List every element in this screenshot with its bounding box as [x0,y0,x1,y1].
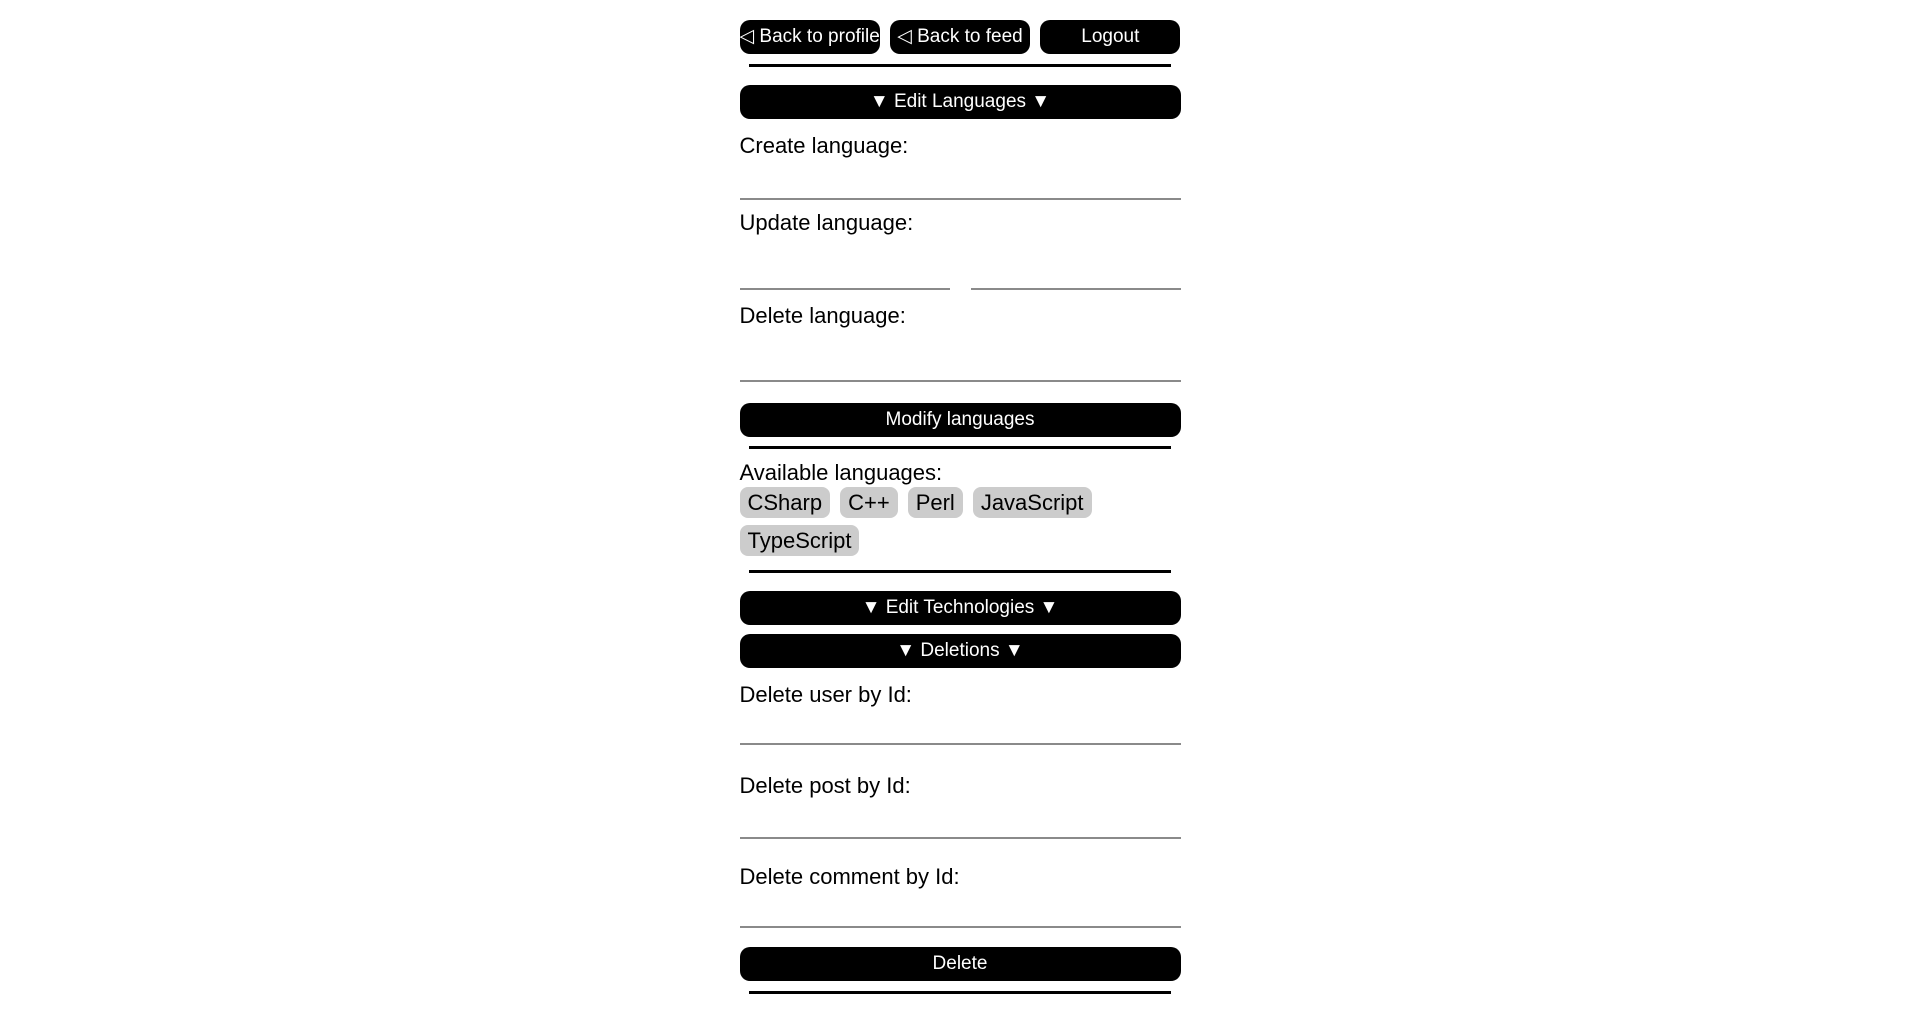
update-language-old-input[interactable] [740,235,950,290]
admin-panel [740,0,1181,994]
delete-user-label: Delete user by Id: [739,682,912,707]
top-button-row [740,20,1181,54]
delete-comment-label: Delete comment by Id: [739,864,960,889]
language-tag: CSharp [740,487,831,518]
back-to-profile-button[interactable]: ◁ Back to profile [740,20,880,54]
create-language-label: Create language: [739,133,909,158]
edit-technologies-toggle[interactable]: ▼ Edit Technologies ▼ [740,591,1181,625]
delete-language-input[interactable] [740,328,1181,382]
delete-button[interactable]: Delete [740,947,1181,981]
delete-comment-id-input[interactable] [740,889,1181,928]
delete-post-id-input[interactable] [740,798,1181,839]
update-language-new-input[interactable] [971,235,1181,290]
language-tag: C++ [840,487,898,518]
modify-languages-button[interactable]: Modify languages [740,403,1181,437]
section-divider [749,991,1171,994]
edit-languages-toggle[interactable]: ▼ Edit Languages ▼ [740,85,1181,119]
available-languages-list [740,487,1181,556]
section-divider [749,446,1171,449]
update-language-label: Update language: [739,210,914,235]
language-tag: JavaScript [973,487,1092,518]
update-language-row [740,235,1181,290]
logout-button[interactable]: Logout [1040,20,1180,54]
create-language-input[interactable] [740,158,1181,200]
delete-user-id-input[interactable] [740,707,1181,745]
section-divider [749,570,1171,573]
available-languages-label: Available languages: [739,460,943,485]
delete-post-label: Delete post by Id: [739,773,911,798]
back-to-feed-button[interactable]: ◁ Back to feed [890,20,1030,54]
delete-language-label: Delete language: [739,303,906,328]
language-tag: Perl [908,487,963,518]
deletions-toggle[interactable]: ▼ Deletions ▼ [740,634,1181,668]
language-tag: TypeScript [740,525,860,556]
section-divider [749,64,1171,67]
